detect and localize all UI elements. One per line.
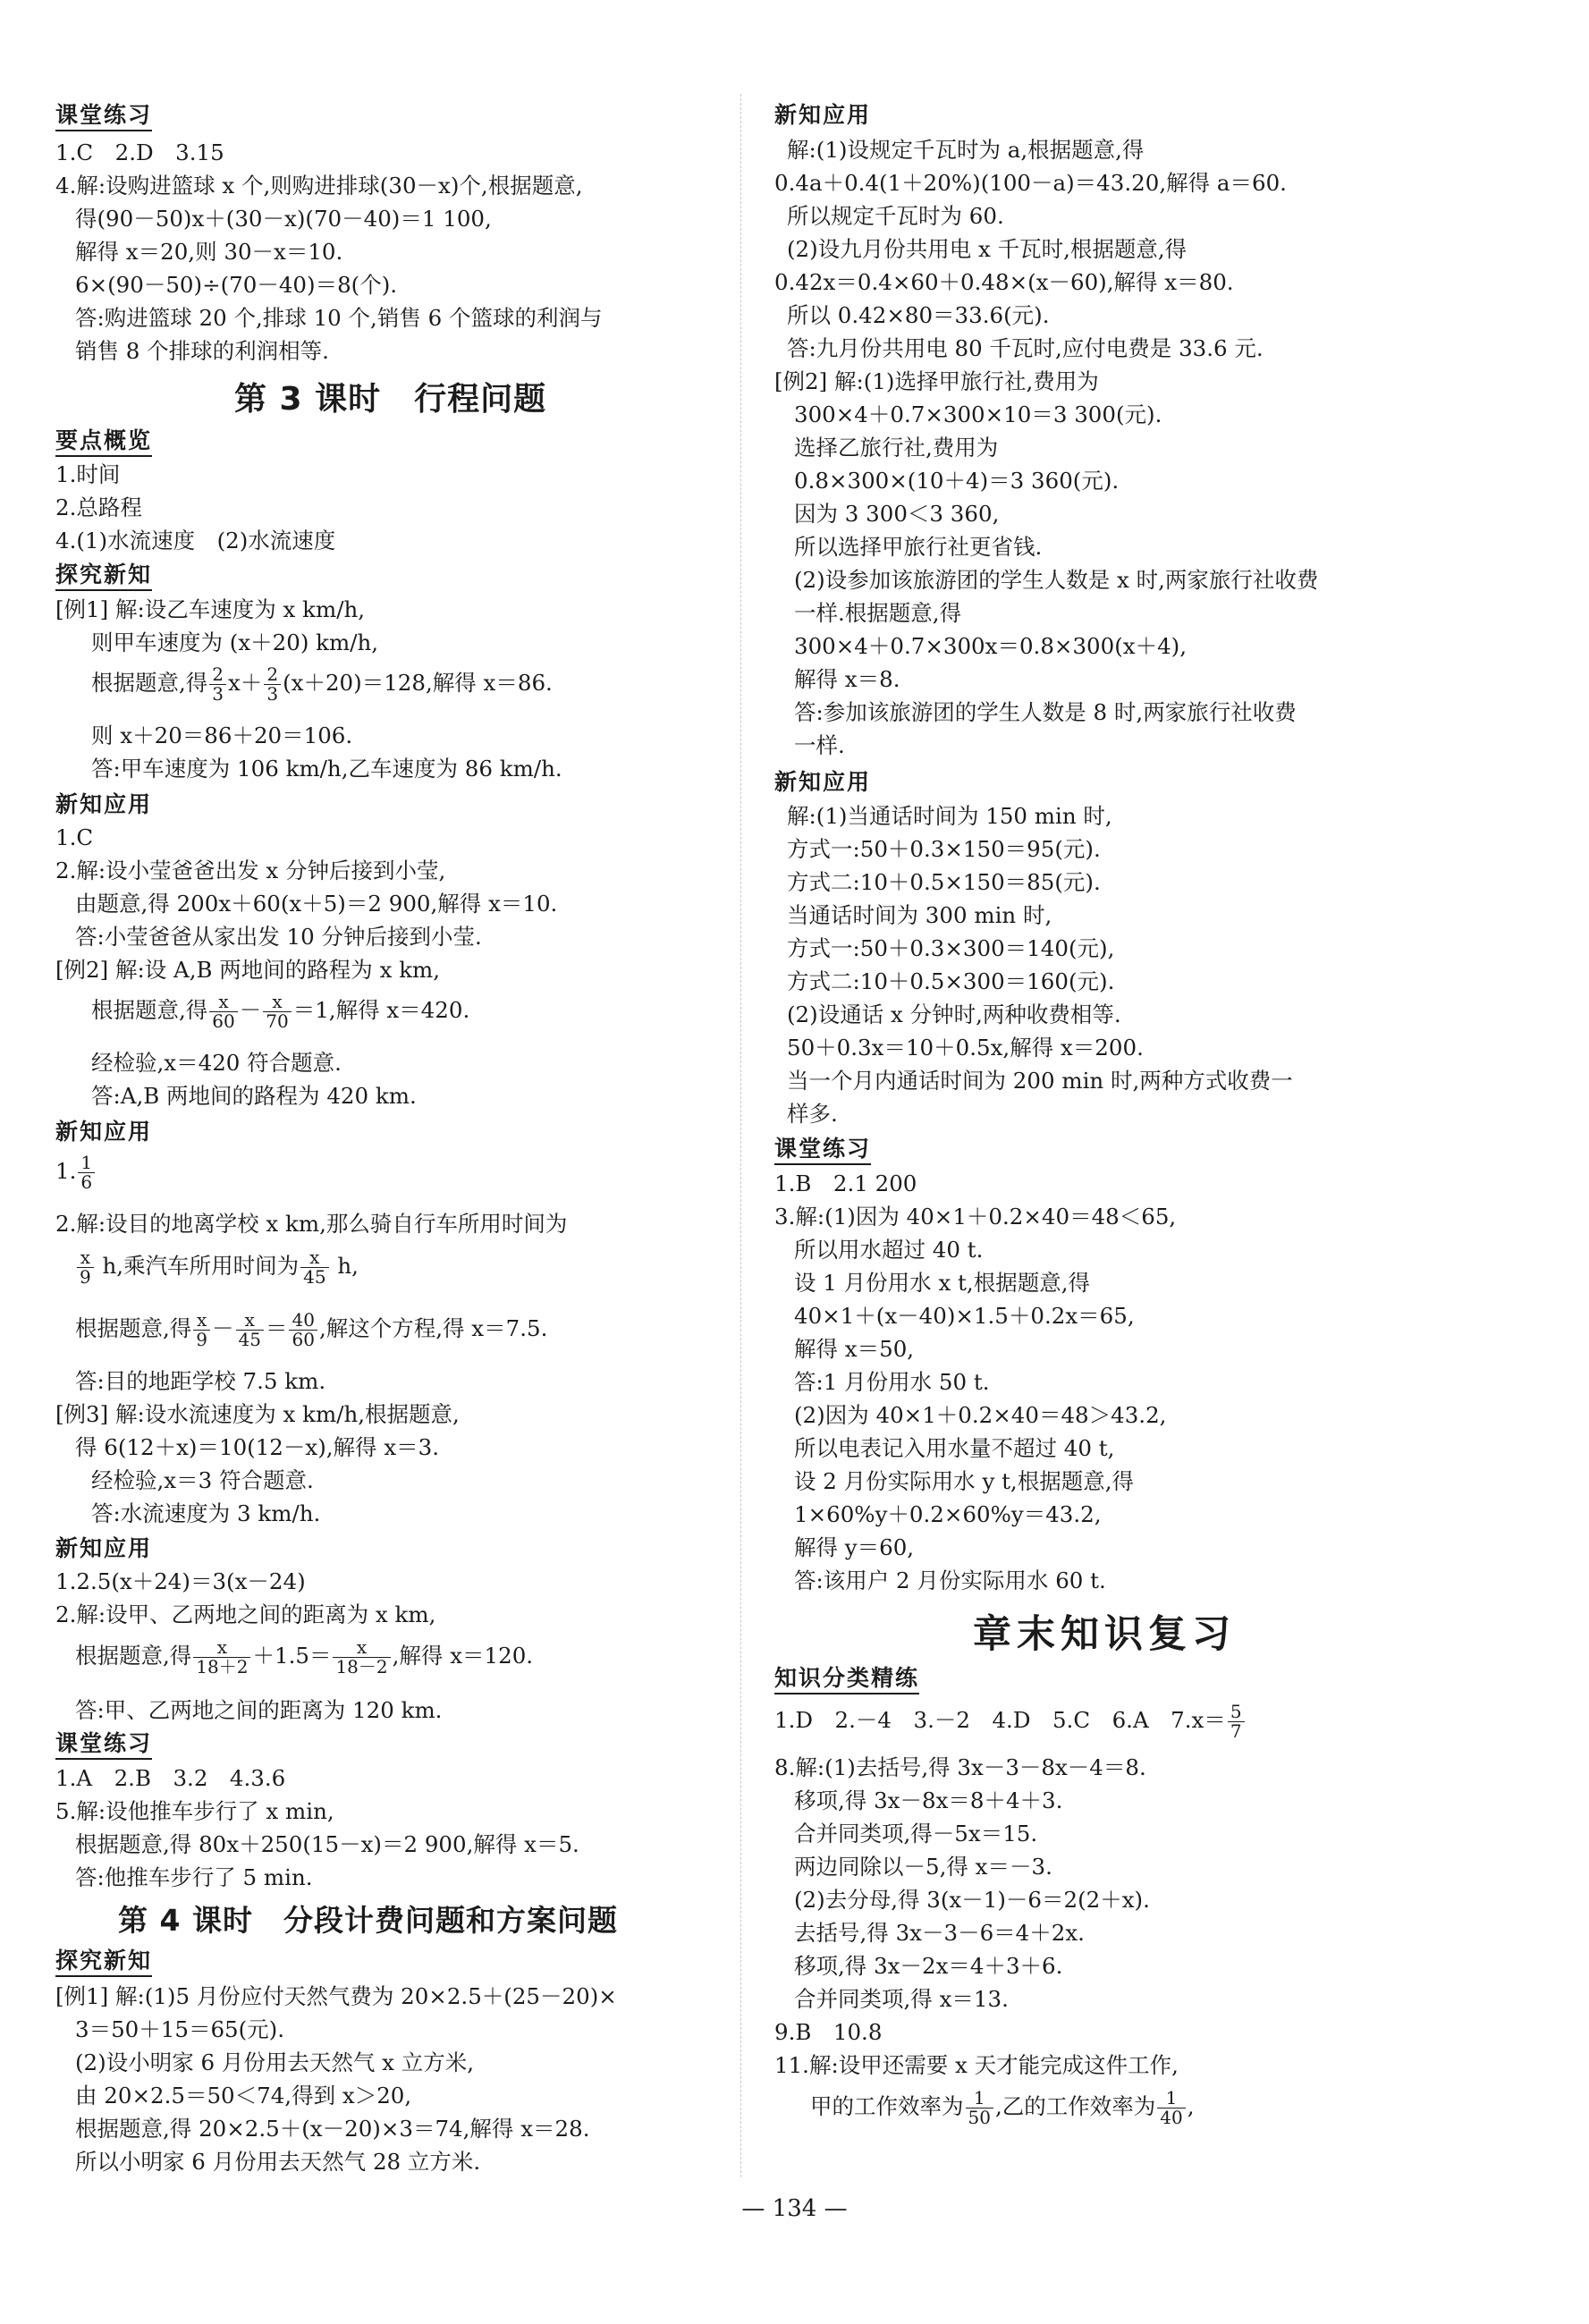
answer-line: 移项,得 3x－2x＝4＋3＋6.	[794, 1953, 1063, 1979]
answer-line: (2)设九月份共用电 x 千瓦时,根据题意,得	[787, 236, 1188, 262]
answer-line: 解得 x＝50,	[794, 1336, 915, 1362]
section-heading: 要点概览	[55, 427, 152, 457]
numerator: x	[77, 1248, 94, 1268]
answer-line: 方式二:10＋0.5×150＝85(元).	[787, 869, 1101, 895]
fraction	[966, 2089, 993, 2127]
denominator: 9	[80, 1266, 91, 1288]
answer-line: 所以电表记入用水量不超过 40 t,	[794, 1435, 1115, 1461]
section-heading: 课堂练习	[774, 1136, 871, 1165]
denominator: 6	[80, 1171, 93, 1193]
denominator: 3	[266, 683, 279, 705]
answer-line: [例1] 解:(1)5 月份应付天然气费为 20×2.5＋(25－20)×	[55, 1983, 617, 2009]
answer-line: 当一个月内通话时间为 200 min 时,两种方式收费一	[787, 1068, 1293, 1094]
answer-line: 样多.	[787, 1101, 838, 1127]
fraction	[289, 1311, 317, 1349]
answer-line: 1.C	[55, 824, 94, 850]
answer-line: (2)因为 40×1＋0.2×40＝48＞43.2,	[794, 1402, 1167, 1428]
answer-line	[75, 1638, 533, 1677]
answer-line: 解得 x＝20,则 30－x＝10.	[75, 239, 343, 265]
answer-line: (2)设小明家 6 月份用去天然气 x 立方米,	[75, 2049, 475, 2075]
answer-line: 合并同类项,得 x＝13.	[794, 1986, 1009, 2012]
answer-line: 方式二:10＋0.5×300＝160(元).	[787, 968, 1115, 994]
text: 甲的工作效率为	[810, 2093, 964, 2119]
text: －	[239, 997, 262, 1023]
denominator: 45	[238, 1329, 261, 1350]
text: ＋1.5＝	[252, 1643, 332, 1669]
denominator: 3	[212, 683, 224, 705]
section-heading: 新知应用	[774, 102, 872, 128]
answer-line: 答:甲车速度为 106 km/h,乙车速度为 86 km/h.	[91, 756, 562, 782]
text: h,乘汽车所用时间为	[95, 1253, 300, 1279]
numerator: 1	[1157, 2089, 1185, 2109]
answer-line: 2.总路程	[55, 494, 142, 520]
fraction	[78, 1154, 95, 1192]
answer-line: 设 2 月份实际用水 y t,根据题意,得	[794, 1468, 1134, 1494]
answer-line: 一样.	[794, 732, 845, 758]
denominator: 45	[303, 1266, 326, 1288]
answer-line	[774, 1703, 1247, 1741]
text: ,解这个方程,得 x＝7.5.	[318, 1315, 548, 1341]
answer-line: 经检验,x＝420 符合题意.	[91, 1050, 342, 1076]
answer-line: 则甲车速度为 (x＋20) km/h,	[91, 630, 379, 655]
answer-line: 解得 x＝8.	[794, 666, 900, 692]
answer-line: 去括号,得 3x－3－6＝4＋2x.	[794, 1920, 1085, 1946]
answer-line: [例2] 解:设 A,B 两地间的路程为 x km,	[55, 957, 441, 983]
fraction	[209, 993, 237, 1031]
answer-line: 2.解:设小莹爸爸出发 x 分钟后接到小莹,	[55, 858, 446, 883]
answer-line: (2)设参加该旅游团的学生人数是 x 时,两家旅行社收费	[794, 567, 1319, 593]
fraction	[236, 1311, 264, 1349]
text: 1.	[55, 1158, 77, 1184]
fraction	[1157, 2089, 1185, 2127]
text: 根据题意,得	[75, 1643, 192, 1669]
fraction	[193, 1638, 250, 1677]
answer-line: (2)去分母,得 3(x－1)－6＝2(2＋x).	[794, 1887, 1150, 1913]
answer-line: 1×60%y＋0.2×60%y＝43.2,	[794, 1501, 1102, 1527]
text: (x＋20)＝128,解得 x＝86.	[283, 670, 553, 696]
answer-line: 根据题意,得 80x＋250(15－x)＝2 900,解得 x＝5.	[75, 1831, 579, 1857]
text: ,乙的工作效率为	[994, 2093, 1156, 2119]
answer-line: 一样.根据题意,得	[794, 600, 962, 626]
answer-line	[55, 1154, 97, 1192]
numerator: x	[300, 1248, 328, 1268]
numerator: 40	[289, 1311, 317, 1331]
answer-line: 由题意,得 200x＋60(x＋5)＝2 900,解得 x＝10.	[75, 891, 558, 917]
answer-line: 由 20×2.5＝50＜74,得到 x＞20,	[75, 2083, 412, 2109]
answer-line: 答:小莹爸爸从家出发 10 分钟后接到小莹.	[75, 924, 482, 950]
text: ＝1,解得 x＝420.	[292, 997, 470, 1023]
denominator: 18＋2	[196, 1656, 249, 1678]
section-heading: 知识分类精练	[774, 1665, 919, 1694]
lesson-title: 第 3 课时 行程问题	[234, 381, 547, 418]
answer-line: 根据题意,得 20×2.5＋(x－20)×3＝74,解得 x＝28.	[75, 2116, 590, 2142]
chapter-title: 章末知识复习	[973, 1612, 1236, 1657]
numerator: 5	[1228, 1703, 1245, 1722]
answer-line: 解:(1)当通话时间为 150 min 时,	[787, 803, 1112, 829]
answer-line: 解:(1)设规定千瓦时为 a,根据题意,得	[787, 137, 1145, 163]
answer-line: 0.4a＋0.4(1＋20%)(100－a)＝43.20,解得 a＝60.	[774, 170, 1287, 196]
answer-line: 40×1＋(x－40)×1.5＋0.2x＝65,	[794, 1303, 1135, 1329]
answer-line: 所以用水超过 40 t.	[794, 1237, 984, 1263]
text: －	[212, 1315, 234, 1341]
answer-line: 设 1 月份用水 x t,根据题意,得	[794, 1270, 1090, 1296]
answer-line: 50＋0.3x＝10＋0.5x,解得 x＝200.	[787, 1035, 1144, 1061]
answer-line	[75, 1248, 359, 1287]
numerator: x	[236, 1311, 264, 1331]
answer-line: 5.解:设他推车步行了 x min,	[55, 1798, 334, 1824]
answer-line: (2)设通话 x 分钟时,两种收费相等.	[787, 1001, 1121, 1027]
answer-line: 合并同类项,得－5x＝15.	[794, 1821, 1038, 1847]
answer-line: 4.解:设购进篮球 x 个,则购进排球(30－x)个,根据题意,	[55, 173, 583, 199]
answer-line: 1.2.5(x＋24)＝3(x－24)	[55, 1568, 306, 1594]
denominator: 40	[1160, 2107, 1183, 2128]
column-divider	[740, 94, 741, 2177]
text: ,解得 x＝120.	[392, 1643, 534, 1669]
answer-line: 答:目的地距学校 7.5 km.	[75, 1368, 326, 1394]
answer-line: 方式一:50＋0.3×150＝95(元).	[787, 836, 1101, 862]
denominator: 18－2	[335, 1656, 388, 1678]
numerator: 1	[966, 2089, 993, 2109]
page-number: — 134 —	[741, 2195, 848, 2222]
numerator: x	[263, 993, 291, 1012]
answer-line: 1.B 2.1 200	[774, 1170, 917, 1196]
denominator: 50	[968, 2107, 991, 2128]
answer-line: 当通话时间为 300 min 时,	[787, 902, 1052, 928]
fraction	[77, 1248, 94, 1287]
answer-line: 经检验,x＝3 符合题意.	[91, 1467, 314, 1493]
section-heading: 新知应用	[774, 769, 872, 795]
answer-line: 9.B 10.8	[774, 2019, 883, 2045]
answer-line: 所以 0.42×80＝33.6(元).	[787, 302, 1050, 328]
answer-line: 答:水流速度为 3 km/h.	[91, 1500, 321, 1526]
answer-line: 4.(1)水流速度 (2)水流速度	[55, 528, 336, 554]
text: 根据题意,得	[91, 670, 208, 696]
answer-line: [例2] 解:(1)选择甲旅行社,费用为	[774, 368, 1099, 394]
answer-line: 2.解:设甲、乙两地之间的距离为 x km,	[55, 1601, 436, 1627]
answer-line: 答:该用户 2 月份实际用水 60 t.	[794, 1568, 1106, 1593]
fraction	[209, 665, 226, 704]
text: 根据题意,得	[75, 1315, 192, 1341]
numerator: 2	[209, 665, 226, 685]
answer-line: 1.A 2.B 3.2 4.3.6	[55, 1765, 286, 1791]
fraction	[1228, 1703, 1245, 1741]
answer-line: 1.C 2.D 3.15	[55, 139, 224, 165]
answer-line: 销售 8 个排球的利润相等.	[75, 338, 329, 364]
answer-line: 答:1 月份用水 50 t.	[794, 1369, 990, 1395]
answer-line: 答:购进篮球 20 个,排球 10 个,销售 6 个篮球的利润与	[75, 305, 603, 331]
answer-line	[75, 1311, 547, 1349]
answer-line: 移项,得 3x－8x＝8＋4＋3.	[794, 1787, 1063, 1813]
denominator: 70	[266, 1010, 289, 1032]
numerator: x	[333, 1638, 390, 1658]
numerator: x	[193, 1311, 210, 1331]
section-heading: 课堂练习	[55, 1730, 152, 1760]
section-heading: 新知应用	[55, 1535, 153, 1561]
denominator: 9	[196, 1329, 208, 1350]
fraction	[264, 665, 281, 704]
numerator: x	[193, 1638, 250, 1658]
section-heading: 新知应用	[55, 1119, 153, 1145]
text: h,	[330, 1253, 359, 1279]
answer-line: [例1] 解:设乙车速度为 x km/h,	[55, 596, 366, 622]
denominator: 60	[212, 1010, 235, 1032]
answer-line: 得 6(12＋x)＝10(12－x),解得 x＝3.	[75, 1434, 440, 1460]
section-heading: 探究新知	[55, 1948, 152, 1977]
answer-line: 方式一:50＋0.3×300＝140(元),	[787, 935, 1115, 961]
text: x＋	[228, 670, 263, 696]
answer-line: 300×4＋0.7×300x＝0.8×300(x＋4),	[794, 633, 1188, 659]
answer-line: 得(90－50)x＋(30－x)(70－40)＝1 100,	[75, 206, 492, 232]
section-heading: 课堂练习	[55, 102, 152, 131]
answer-line: 0.8×300×(10＋4)＝3 360(元).	[794, 468, 1120, 494]
answer-line: 因为 3 300＜3 360,	[794, 501, 1000, 527]
denominator: 60	[292, 1329, 315, 1350]
section-heading: 新知应用	[55, 791, 153, 817]
answer-line: 所以选择甲旅行社更省钱.	[794, 534, 1043, 560]
lesson-title: 第 4 课时 分段计费问题和方案问题	[118, 1903, 618, 1938]
answer-line: 答:参加该旅游团的学生人数是 8 时,两家旅行社收费	[794, 699, 1297, 725]
answer-line: 解得 y＝60,	[794, 1534, 915, 1560]
answer-line: 所以小明家 6 月份用去天然气 28 立方米.	[75, 2149, 481, 2175]
answer-line: 2.解:设目的地离学校 x km,那么骑自行车所用时间为	[55, 1211, 568, 1237]
fraction	[193, 1311, 210, 1349]
numerator: x	[209, 993, 237, 1012]
answer-line: 1.时间	[55, 461, 121, 487]
answer-line: 300×4＋0.7×300×10＝3 300(元).	[794, 401, 1162, 427]
answer-line: 选择乙旅行社,费用为	[794, 435, 999, 461]
text: ＝	[265, 1315, 288, 1341]
answer-line: 3.解:(1)因为 40×1＋0.2×40＝48＜65,	[774, 1204, 1177, 1230]
answer-line	[810, 2089, 1195, 2127]
answer-line: 答:A,B 两地间的路程为 420 km.	[91, 1083, 417, 1109]
answer-line: 两边同除以－5,得 x＝－3.	[794, 1854, 1052, 1880]
answer-line: 则 x＋20＝86＋20＝106.	[91, 723, 353, 748]
answer-line: 答:九月份共用电 80 千瓦时,应付电费是 33.6 元.	[787, 335, 1264, 361]
text: 根据题意,得	[91, 997, 208, 1023]
answer-line: 3＝50＋15＝65(元).	[75, 2016, 285, 2042]
numerator: 1	[78, 1154, 95, 1173]
numerator: 2	[264, 665, 281, 685]
answer-line: 所以规定千瓦时为 60.	[787, 203, 1004, 229]
fraction	[300, 1248, 328, 1287]
answer-line	[91, 665, 553, 704]
answer-line: 8.解:(1)去括号,得 3x－3－8x－4＝8.	[774, 1754, 1146, 1780]
fraction	[333, 1638, 390, 1677]
answer-line: 6×(90－50)÷(70－40)＝8(个).	[75, 272, 398, 298]
fraction	[263, 993, 291, 1031]
answer-line: 答:他推车步行了 5 min.	[75, 1864, 313, 1890]
answer-line	[91, 993, 469, 1031]
answer-line: 11.解:设甲还需要 x 天才能完成这件工作,	[774, 2052, 1179, 2078]
answer-line: 0.42x＝0.4×60＋0.48×(x－60),解得 x＝80.	[774, 269, 1234, 295]
section-heading: 探究新知	[55, 562, 152, 591]
answer-line: [例3] 解:设水流速度为 x km/h,根据题意,	[55, 1401, 460, 1427]
text: ,	[1187, 2093, 1195, 2119]
text: 1.D 2.－4 3.－2 4.D 5.C 6.A 7.x＝	[774, 1707, 1226, 1733]
denominator: 7	[1230, 1720, 1242, 1742]
answer-line: 答:甲、乙两地之间的距离为 120 km.	[75, 1697, 443, 1723]
